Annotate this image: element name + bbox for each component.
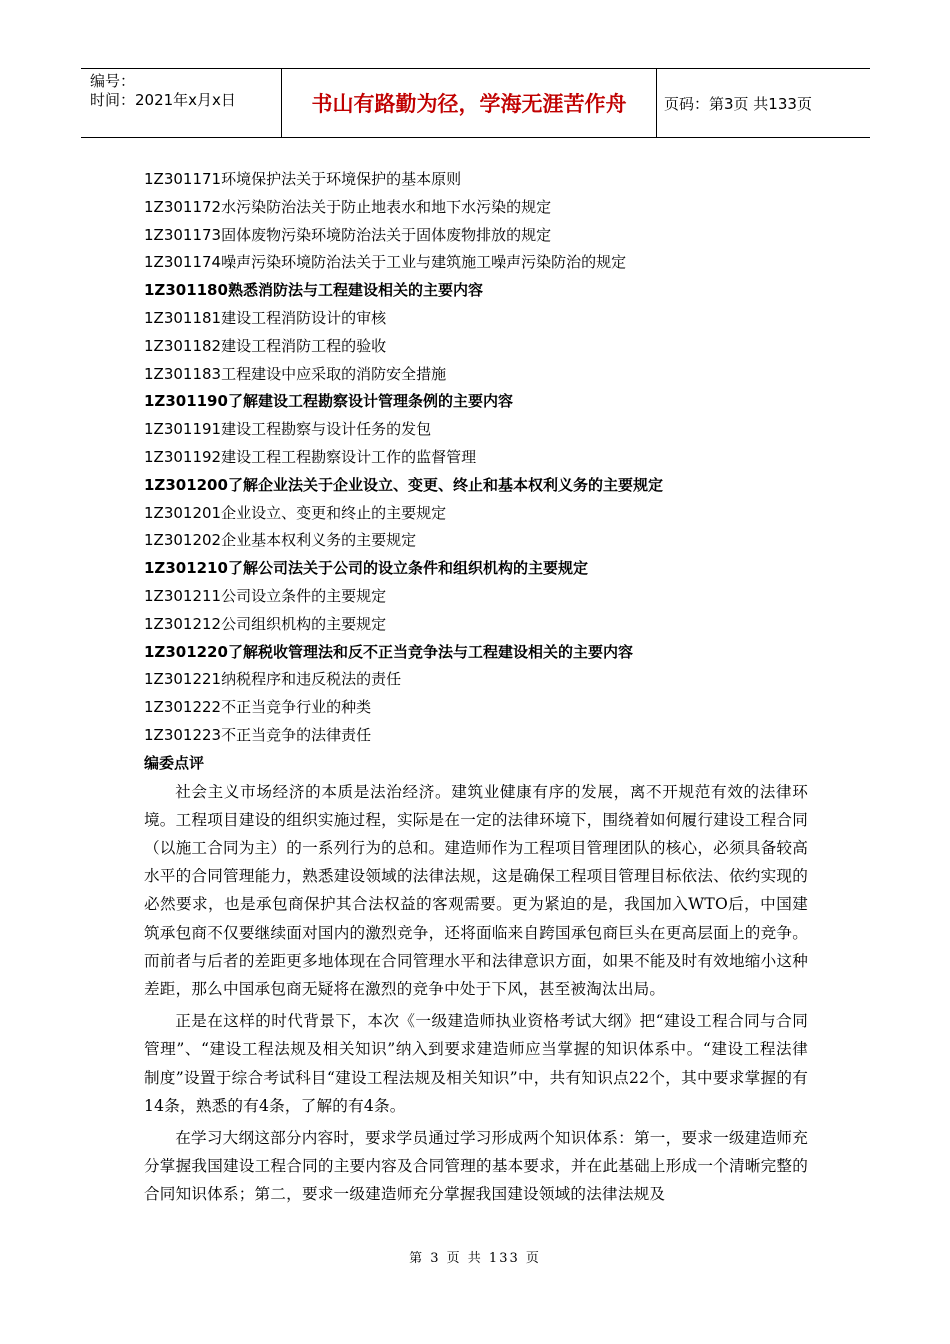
toc-item-code: 1Z301192 — [144, 447, 222, 466]
header-motto: 书山有路勤为径，学海无涯苦作舟 — [282, 69, 657, 137]
toc-item — [144, 611, 808, 639]
toc-item-code: 1Z301211 — [144, 586, 222, 605]
toc-item-text: 建设工程消防设计的审核 — [221, 308, 387, 327]
toc-item-code: 1Z301181 — [144, 308, 222, 327]
header-time: 时间：2021年x月x日 — [90, 91, 236, 109]
toc-list — [144, 166, 808, 750]
toc-item-text: 建设工程工程勘察设计工作的监督管理 — [221, 447, 477, 466]
toc-item-code: 1Z301212 — [144, 614, 222, 633]
toc-item-code: 1Z301210 — [144, 559, 228, 578]
page-footer: 第 3 页 共 133 页 — [409, 1251, 541, 1266]
toc-item-code: 1Z301180 — [144, 281, 228, 300]
header-meta — [81, 69, 282, 137]
toc-item-text: 企业基本权利义务的主要规定 — [221, 531, 417, 550]
toc-item — [144, 305, 808, 333]
toc-item-text: 建设工程勘察与设计任务的发包 — [221, 420, 432, 439]
toc-item-text: 建设工程消防工程的验收 — [221, 336, 387, 355]
toc-item-code: 1Z301220 — [144, 642, 228, 661]
toc-item-text: 熟悉消防法与工程建设相关的主要内容 — [227, 281, 483, 300]
paragraph-1: 社会主义市场经济的本质是法治经济。建筑业健康有序的发展，离不开规范有效的法律环境。工程项目建设的组织实施过程，实际是在一定的法律环境下，围绕着如何履行建设工程合同（以施工合同为主）的一系列行为的总和。建造师作为工程项目管理团队的核心，必须具备较高水平的合同管理能力，熟悉建设领域的法律法规，这是确保工程项目管理目标依法、依约实现的必然要求，也是承包商保护其合法权益的客观需要。更为紧迫的是，我国加入WTO后，中国建筑承包商不仅要继续面对国内的激烈竞争，还将面临来自跨国承包商巨头在更高层面上的竞争。而前者与后者的差距更多地体现在合同管理水平和法律意识方面，如果不能及时有效地缩小这种差距，那么中国承包商无疑将在激烈的竞争中处于下风，甚至被淘汰出局。 — [144, 782, 808, 998]
toc-item-text: 了解企业法关于企业设立、变更、终止和基本权利义务的主要规定 — [227, 475, 663, 494]
toc-item — [144, 527, 808, 555]
toc-item-text: 噪声污染环境防治法关于工业与建筑施工噪声污染防治的规定 — [221, 253, 627, 272]
document-body — [144, 166, 808, 1213]
toc-item — [144, 555, 808, 583]
toc-item-code: 1Z301222 — [144, 698, 222, 717]
toc-item-code: 1Z301183 — [144, 364, 222, 383]
toc-item-text: 固体废物污染环境防治法关于固体废物排放的规定 — [221, 225, 552, 244]
header-number: 编号： — [90, 72, 136, 90]
toc-item — [144, 166, 808, 194]
toc-item-text: 了解公司法关于公司的设立条件和组织机构的主要规定 — [227, 559, 588, 578]
toc-item-code: 1Z301174 — [144, 253, 222, 272]
toc-item-text: 公司设立条件的主要规定 — [221, 586, 387, 605]
toc-item-code: 1Z301201 — [144, 503, 222, 522]
toc-item — [144, 277, 808, 305]
toc-item-code: 1Z301223 — [144, 725, 222, 744]
toc-item-text: 了解税收管理法和反不正当竞争法与工程建设相关的主要内容 — [227, 642, 633, 661]
toc-item-code: 1Z301202 — [144, 531, 222, 550]
toc-item-code: 1Z301172 — [144, 197, 222, 216]
toc-item — [144, 361, 808, 389]
toc-item — [144, 722, 808, 750]
page-header — [81, 68, 870, 138]
toc-item — [144, 444, 808, 472]
paragraph-2: 正是在这样的时代背景下，本次《一级建造师执业资格考试大纲》把“建设工程合同与合同管理”、“建设工程法规及相关知识”纳入到要求建造师应当掌握的知识体系中。“建设工程法律制度”设置于综合考试科目“建设工程法规及相关知识”中，共有知识点22个，其中要求掌握的有14条，熟悉的有4条，了解的有4条。 — [144, 1012, 808, 1115]
toc-item-text: 公司组织机构的主要规定 — [221, 614, 387, 633]
toc-item — [144, 194, 808, 222]
toc-item — [144, 639, 808, 667]
toc-item — [144, 500, 808, 528]
toc-item-text: 水污染防治法关于防止地表水和地下水污染的规定 — [221, 197, 552, 216]
toc-item-text: 纳税程序和违反税法的责任 — [221, 670, 402, 689]
toc-item-code: 1Z301191 — [144, 420, 222, 439]
toc-item-text: 工程建设中应采取的消防安全措施 — [221, 364, 447, 383]
toc-item — [144, 694, 808, 722]
toc-item-code: 1Z301200 — [144, 475, 228, 494]
toc-item — [144, 388, 808, 416]
section-title: 编委点评 — [144, 753, 205, 772]
paragraph-3: 在学习大纲这部分内容时，要求学员通过学习形成两个知识体系：第一，要求一级建造师充分掌握我国建设工程合同的主要内容及合同管理的基本要求，并在此基础上形成一个清晰完整的合同知识体系；第二，要求一级建造师充分掌握我国建设领域的法律法规及 — [144, 1128, 808, 1204]
toc-item-code: 1Z301221 — [144, 670, 222, 689]
toc-item — [144, 666, 808, 694]
toc-item — [144, 583, 808, 611]
toc-item-code: 1Z301190 — [144, 392, 228, 411]
toc-item-code: 1Z301173 — [144, 225, 222, 244]
toc-item-text: 不正当竞争行业的种类 — [221, 698, 372, 717]
toc-item-code: 1Z301171 — [144, 170, 222, 188]
toc-item-text: 企业设立、变更和终止的主要规定 — [221, 503, 447, 522]
toc-item-text: 了解建设工程勘察设计管理条例的主要内容 — [227, 392, 513, 411]
toc-item — [144, 333, 808, 361]
toc-item — [144, 472, 808, 500]
header-page-number: 页码：第3页 共133页 — [664, 94, 812, 113]
toc-item-code: 1Z301182 — [144, 336, 222, 355]
toc-item — [144, 416, 808, 444]
toc-item — [144, 222, 808, 250]
toc-item — [144, 249, 808, 277]
toc-item-text: 环境保护法关于环境保护的基本原则 — [221, 170, 462, 188]
toc-item-text: 不正当竞争的法律责任 — [221, 725, 372, 744]
